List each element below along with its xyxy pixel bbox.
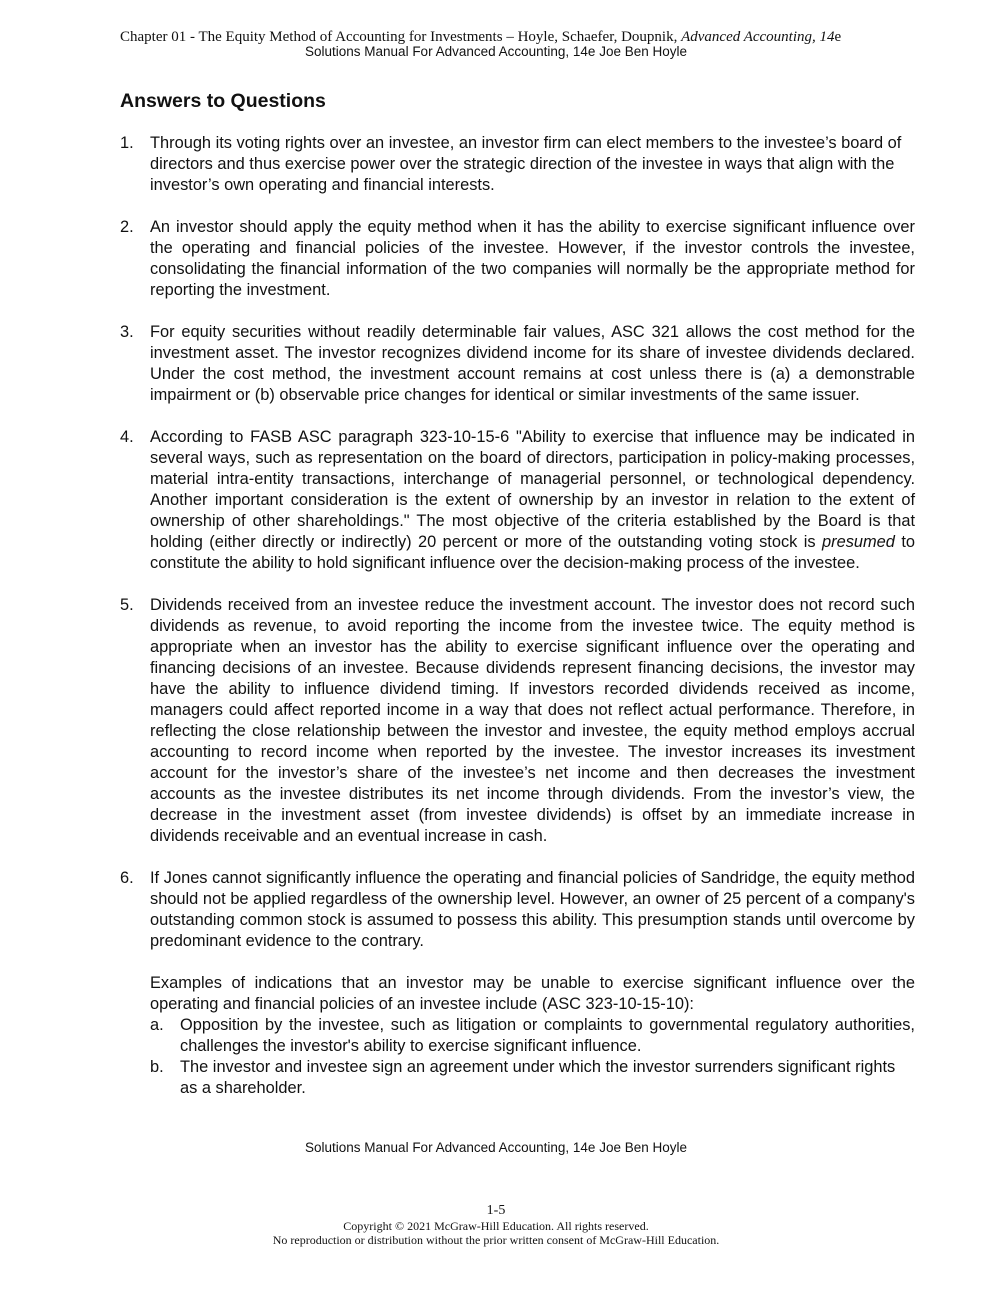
example-item-a	[150, 1015, 915, 1057]
examples-intro: Examples of indications that an investor may be unable to exercise significant influence over the operating and financial policies of an investee include (ASC 323-10-15-10):	[150, 974, 915, 1013]
example-letter: a.	[150, 1016, 164, 1034]
answer-item-1	[120, 133, 915, 196]
answer-number: 2.	[120, 218, 134, 236]
answer-item-3	[120, 322, 915, 406]
answer-text-start: According to FASB ASC paragraph 323-10-15-6 "Ability to exercise that influence may be indicated in several ways, such as representation on the board of directors, participation in policy-making processes, material intra-entity transactions, interchange of managerial personnel, or technological dependency. Another important consideration is the extent of ownership by an investor in relation to the extent of ownership of other shareholdings." The most objective of the criteria established by the Board is that holding (either directly or indirectly) 20 percent or more of the outstanding voting stock is	[150, 428, 915, 551]
example-item-b	[150, 1057, 915, 1099]
example-text: Opposition by the investee, such as litigation or complaints to governmental regulatory authorities, challenges the investor's ability to exercise significant influence.	[180, 1016, 915, 1055]
section-heading: Answers to Questions	[120, 90, 326, 112]
answer-number: 4.	[120, 428, 134, 446]
answers-body	[120, 133, 915, 1120]
answer-text: For equity securities without readily determinable fair values, ASC 321 allows the cost method for the investment asset. The investor recognizes dividend income for its share of investee dividends declared. Under the cost method, the investment account remains at cost unless there is (a) a demonstrable impairment or (b) observable price changes for identical or similar investments of the same issuer.	[150, 323, 915, 404]
example-letter: b.	[150, 1058, 164, 1076]
edition-suffix: e	[834, 29, 842, 45]
reproduction-notice: No reproduction or distribution without the prior written consent of McGraw-Hill Education.	[272, 1233, 720, 1247]
watermark-top: Solutions Manual For Advanced Accounting, 14e Joe Ben Hoyle	[305, 44, 687, 59]
emphasized-word: presumed	[822, 533, 895, 551]
chapter-title: Chapter 01 - The Equity Method of Accounting for Investments – Hoyle, Schaefer, Doupnik,	[120, 29, 682, 45]
copyright-line: Copyright © 2021 McGraw-Hill Education. All rights reserved.	[343, 1219, 649, 1233]
answer-item-6	[120, 868, 915, 1099]
answer-text: An investor should apply the equity method when it has the ability to exercise significant influence over the operating and financial policies of the investee. However, if the investor controls the investee, consolidating the financial information of the two companies will normally be the appropriate method for reporting the investment.	[150, 218, 915, 299]
answer-item-5	[120, 595, 915, 847]
answer-number: 5.	[120, 596, 134, 614]
answer-text: Through its voting rights over an investee, an investor firm can elect members to the investee’s board of directors and thus exercise power over the strategic direction of the investee in ways that align with the investor’s own operating and financial interests.	[150, 134, 902, 194]
answer-item-2	[120, 217, 915, 301]
answer-number: 6.	[120, 869, 134, 887]
answer-text: Dividends received from an investee reduce the investment account. The investor does not record such dividends as revenue, to avoid reporting the income from the investee twice. The equity method is appropriate when an investor has the ability to exercise significant influence over the operating and financing decisions of an investee. Because dividends represent financing decisions, the investor may have the ability to influence dividend timing. If investors recorded dividends received as income, managers could affect reported income in a way that does not reflect actual performance. Therefore, in reflecting the close relationship between the investor and investee, the equity method employs accrual accounting to record income when reported by the investee. The investor increases its investment account for the investor’s share of the investee’s net income and then decreases the investment accounts as the investee distributes its net income through dividends. From the investor’s view, the decrease in the investment asset (from investee dividends) is offset by an immediate increase in dividends receivable and an eventual increase in cash.	[150, 596, 915, 845]
answer-text: If Jones cannot significantly influence the operating and financial policies of Sandridge, the equity method should not be applied regardless of the ownership level. However, an owner of 25 percent of a company's outstanding common stock is assumed to possess this ability. This presumption stands until overcome by predominant evidence to the contrary.	[150, 869, 915, 950]
page-footer	[0, 1203, 992, 1247]
answer-item-4	[120, 427, 915, 574]
page-number: 1-5	[486, 1203, 506, 1218]
example-text: The investor and investee sign an agreement under which the investor surrenders significant rights as a shareholder.	[180, 1058, 896, 1097]
watermark-bottom: Solutions Manual For Advanced Accounting, 14e Joe Ben Hoyle	[305, 1140, 687, 1155]
answer-text	[150, 427, 915, 574]
answer-number: 1.	[120, 134, 134, 152]
book-title: Advanced Accounting, 14	[681, 29, 835, 45]
examples-list	[150, 1015, 915, 1099]
answers-list	[120, 133, 915, 1099]
answer-text-end: to constitute the ability to hold significant influence over the decision-making process of the investee.	[150, 533, 915, 572]
answer-number: 3.	[120, 323, 134, 341]
